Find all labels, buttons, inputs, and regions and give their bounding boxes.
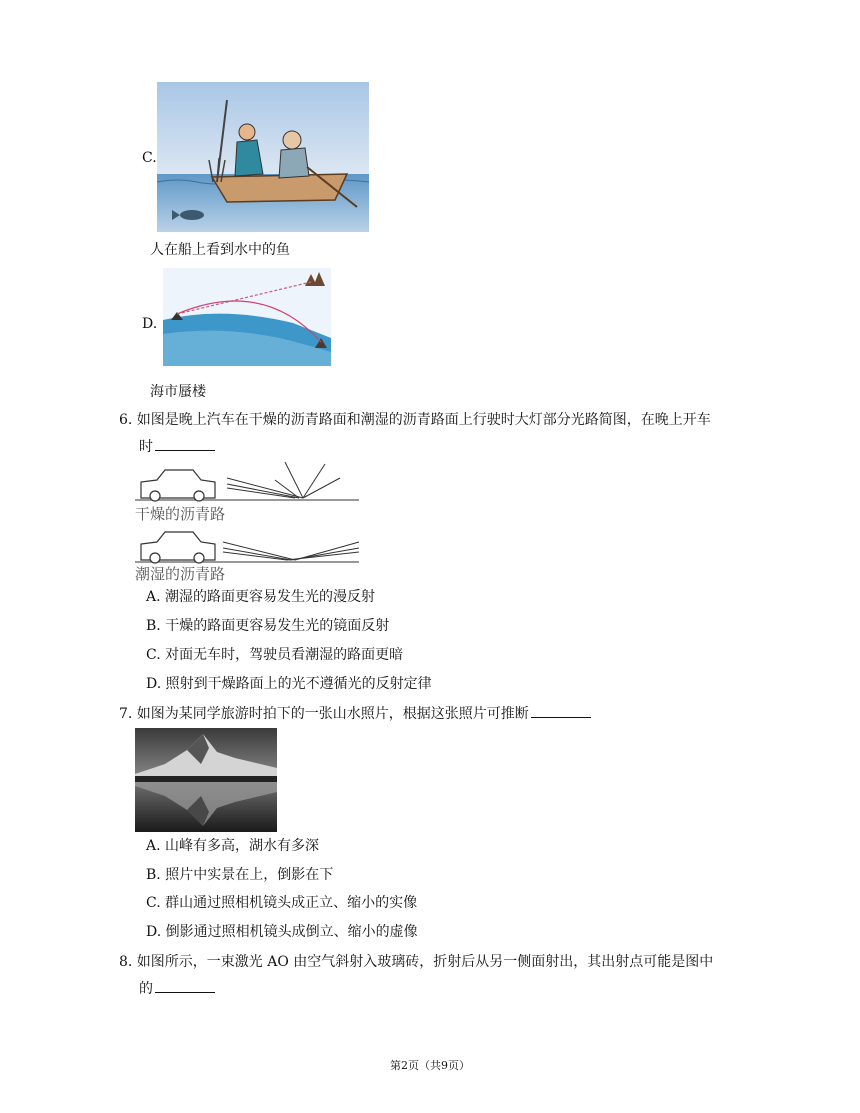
q6-option-b[interactable]: B. 干燥的路面更容易发生光的镜面反射	[146, 618, 390, 634]
q7-answer-blank	[531, 703, 591, 718]
mirage-illustration	[163, 268, 331, 366]
option-c-caption: 人在船上看到水中的鱼	[150, 242, 290, 258]
dry-road-label: 干燥的沥青路	[135, 505, 226, 523]
q6-option-a[interactable]: A. 潮湿的路面更容易发生光的漫反射	[146, 589, 376, 605]
q6-stem-line1: 6. 如图是晚上汽车在干燥的沥青路面和潮湿的沥青路面上行驶时大灯部分光路简图，在晚上开车	[119, 412, 711, 428]
q6-stem-line2	[139, 436, 215, 457]
q6-option-c[interactable]: C. 对面无车时，驾驶员看潮湿的路面更暗	[146, 647, 404, 663]
q7-option-d[interactable]: D. 倒影通过照相机镜头成倒立、缩小的虚像	[146, 924, 418, 940]
q8-answer-blank	[155, 978, 215, 993]
q8-stem-text: 的	[139, 981, 153, 997]
wet-road-label: 潮湿的沥青路	[135, 565, 226, 583]
q6-option-d[interactable]: D. 照射到干燥路面上的光不遵循光的反射定律	[146, 676, 432, 692]
q7-option-b[interactable]: B. 照片中实景在上，倒影在下	[146, 867, 334, 883]
option-d-letter: D.	[142, 316, 158, 332]
mountain-lake-photo	[135, 728, 277, 832]
wet-road-diagram	[135, 522, 361, 566]
q7-option-c[interactable]: C. 群山通过照相机镜头成正立、缩小的实像	[146, 895, 418, 911]
q7-stem	[119, 703, 591, 724]
q6-stem-text: 时	[139, 439, 153, 455]
q8-stem-line2	[139, 978, 215, 999]
option-d-caption: 海市蜃楼	[150, 384, 206, 400]
dry-road-diagram	[135, 460, 361, 504]
boat-fish-illustration	[157, 82, 369, 232]
q6-answer-blank	[155, 436, 215, 451]
q7-option-a[interactable]: A. 山峰有多高，湖水有多深	[146, 838, 320, 854]
q8-stem-line1: 8. 如图所示，一束激光 AO 由空气斜射入玻璃砖，折射后从另一侧面射出，其出射点可能是图中	[119, 954, 714, 970]
page-footer: 第2页（共9页）	[390, 1059, 470, 1072]
q7-stem-text: 7. 如图为某同学旅游时拍下的一张山水照片，根据这张照片可推断	[119, 706, 529, 722]
option-c-letter: C.	[142, 150, 157, 166]
